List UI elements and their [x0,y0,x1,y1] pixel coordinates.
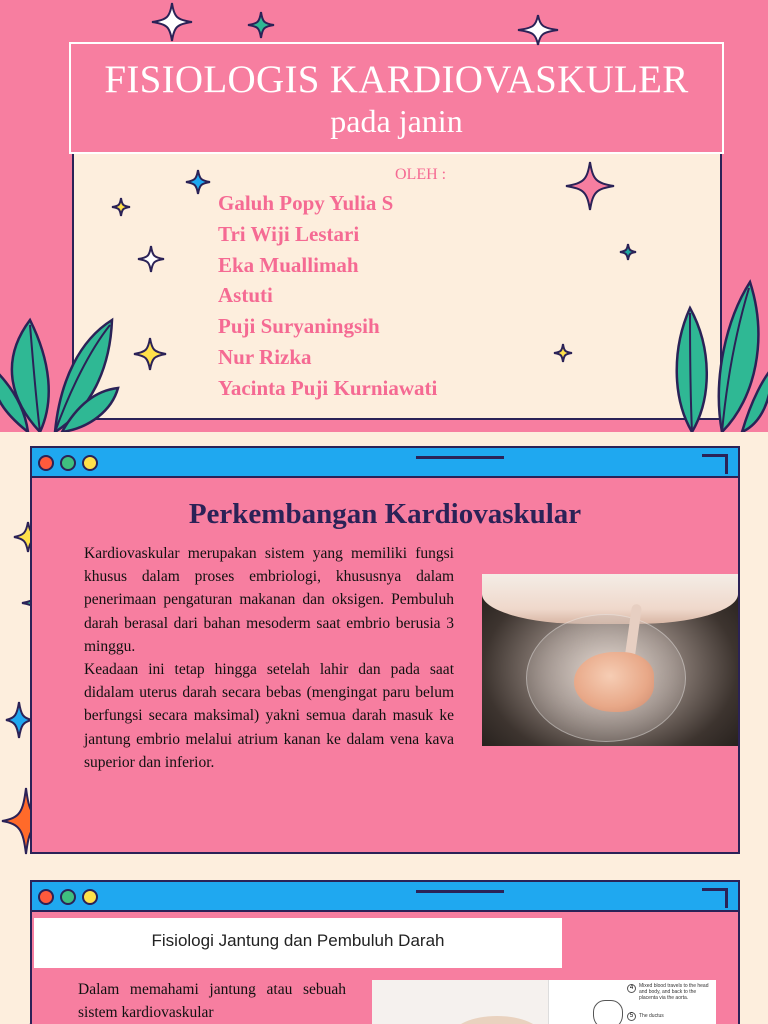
author-name: Tri Wiji Lestari [218,221,360,246]
sparkle-yellow-icon [132,336,168,372]
window-dot-yellow [82,889,98,905]
slide-fisiologi-jantung [30,880,740,1024]
sparkle-white-icon [136,244,166,274]
heart-icon [593,1000,623,1024]
window-bar-line [416,456,504,459]
window-dot-red [38,889,54,905]
body-paragraph: Keadaan ini tetap hingga setelah lahir dan pada saat didalam uterus darah secara bebas (mengingat paru belum berfungsi secara maksimal) yakni semua darah masuk ke jantung embrio melalui atrium kanan ke dalam vena kava superior dan inferior. [84,661,454,771]
title-box [69,42,724,154]
leaf-plant-right-icon [672,278,768,432]
diagram-step-number: 4 [627,984,636,993]
window-title-bar [32,882,738,912]
window-dot-green [60,455,76,471]
author-name: Puji Suryaningsih [218,314,380,339]
author-name: Yacinta Puji Kurniawati [218,375,438,400]
sparkle-teal-icon [618,242,638,262]
author-name: Galuh Popy Yulia S [218,191,394,215]
window-corner-icon [702,888,728,908]
window-dot-green [60,889,76,905]
section-body [84,542,454,774]
sparkle-white-icon [150,2,194,42]
window-corner-icon [702,454,728,474]
sparkle-yellow-icon [110,196,132,218]
author-name: Nur Rizka [218,344,312,369]
diagram-note: The ductus [639,1013,664,1019]
sparkle-pink-icon [564,160,616,212]
diagram-step-number: 5 [627,1012,636,1021]
sparkle-white-icon [516,14,560,46]
section-body: Dalam memahami jantung atau sebuah sistem kardiovaskular [78,981,346,1022]
leaf-plant-left-icon [0,280,120,432]
window-dot-red [38,455,54,471]
circulation-diagram [548,980,716,1024]
author-name: Astuti [218,283,273,308]
sparkle-blue-icon [184,168,212,196]
embryo-photo [482,574,738,746]
sparkle-yellow-icon [552,342,574,364]
section-title: Perkembangan Kardiovaskular [188,498,582,530]
slide-subtitle: pada janin [330,103,463,139]
section-subtitle: Fisiologi Jantung dan Pembuluh Darah [34,918,562,968]
window-dot-yellow [82,455,98,471]
fetus-photo [372,980,548,1024]
title-slide [0,0,768,432]
diagram-note: Mixed blood travels to the head and body, and back to the placenta via the aorta. [639,983,709,1001]
body-paragraph: Kardiovaskular merupakan sistem yang memiliki fungsi khusus dalam proses embriologi, khususnya dalam penerimaan pengaturan makanan dan oksigen. Pembuluh darah berasal dari bahan mesoderm saat embrio berusia 3 minggu. [84,545,454,655]
slide-title: FISIOLOGIS KARDIOVASKULER [104,58,689,101]
author-list [218,188,437,404]
author-name: Eka Muallimah [218,252,359,277]
oleh-label: OLEH : [395,166,447,183]
window-bar-line [416,890,504,893]
slide-perkembangan [30,446,740,854]
window-title-bar [32,448,738,478]
sparkle-green-icon [246,10,276,40]
